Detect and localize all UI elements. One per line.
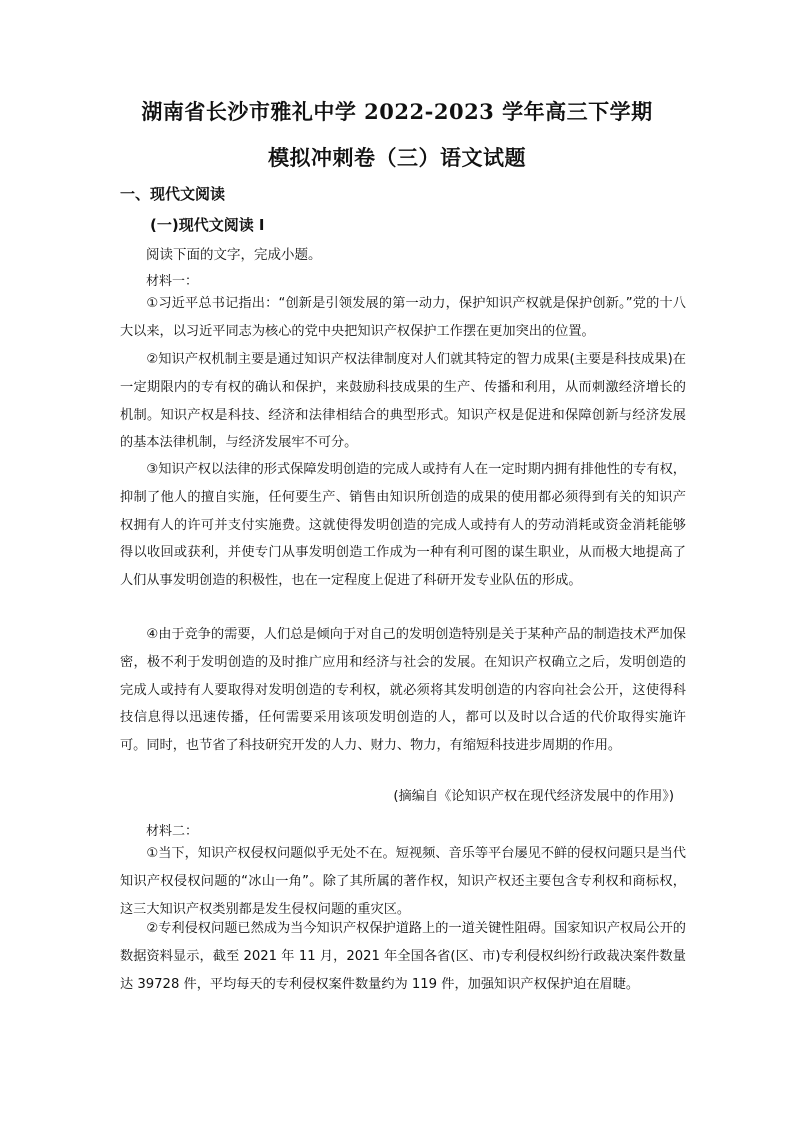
material1-label: 材料一： — [146, 274, 199, 289]
section-heading: 一、现代文阅读 — [120, 185, 226, 203]
instruction-text: 阅读下面的文字，完成小题。 — [146, 247, 322, 263]
document-title-line2: 模拟冲刺卷（三）语文试题 — [268, 145, 526, 170]
material1-paragraph-2: ②知识产权机制主要是通过知识产权法律制度对人们就其特定的智力成果(主要是科技成果)在一定期限内的专有权的确认和保护，来鼓励科技成果的生产、传播和利用，从而刺激经济增长的机制。知识产权是科技、经济和法律相结合的典型形式。知识产权是促进和保障创新与经济发展的基本法律机制，与经济发展牢不可分。 — [120, 352, 686, 451]
material2-paragraph-1: ①当下，知识产权侵权问题似乎无处不在。短视频、音乐等平台屡见不鲜的侵权问题只是当代知识产权侵权问题的“冰山一角”。除了其所属的著作权，知识产权还主要包含专利权和商标权，这三大知识产权类别都是发生侵权问题的重灾区。 — [120, 846, 686, 917]
material1-paragraph-4: ④由于竞争的需要，人们总是倾向于对自己的发明创造特别是关于某种产品的制造技术严加保密，极不利于发明创造的及时推广应用和经济与社会的发展。在知识产权确立之后，发明创造的完成人或持有人要取得对发明创造的专利权，就必须将其发明创造的内容向社会公开，这使得科技信息得以迅速传播，任何需要采用该项发明创造的人，都可以及时以合适的代价取得实施许可。同时，也节省了科技研究开发的人力、财力、物力，有缩短科技进步周期的作用。 — [120, 627, 686, 754]
subsection-heading: (一)现代文阅读 I — [150, 216, 265, 234]
material1-source: (摘编自《论知识产权在现代经济发展中的作用》) — [393, 789, 674, 804]
material1-paragraph-1: ①习近平总书记指出：“创新是引领发展的第一动力，保护知识产权就是保护创新。”党的十八大以来，以习近平同志为核心的党中央把知识产权保护工作摆在更加突出的位置。 — [120, 296, 686, 339]
material1-paragraph-3: ③知识产权以法律的形式保障发明创造的完成人或持有人在一定时期内拥有排他性的专有权，抑制了他人的擅自实施，任何要生产、销售由知识所创造的成果的使用都必须得到有关的知识产权拥有人的许可并支付实施费。这就使得发明创造的完成人或持有人的劳动消耗或资金消耗能够得以收回或获利，并使专门从事发明创造工作成为一种有利可图的谋生职业，从而极大地提高了人们从事发明创造的积极性，也在一定程度上促进了科研开发专业队伍的形成。 — [120, 462, 686, 589]
material2-paragraph-2: ②专利侵权问题已然成为当今知识产权保护道路上的一道关键性阻碍。国家知识产权局公开的数据资料显示，截至 2021 年 11 月，2021 年全国各省(区、市)专利侵权纠纷行政裁决案件数量达 39728 件，平均每天的专利侵权案件数量约为 119 件，加强知识产权保护迫在眉睫。 — [120, 921, 686, 992]
material2-label: 材料二： — [146, 824, 199, 839]
document-title-line1: 湖南省长沙市雅礼中学 2022-2023 学年高三下学期 — [141, 99, 653, 124]
